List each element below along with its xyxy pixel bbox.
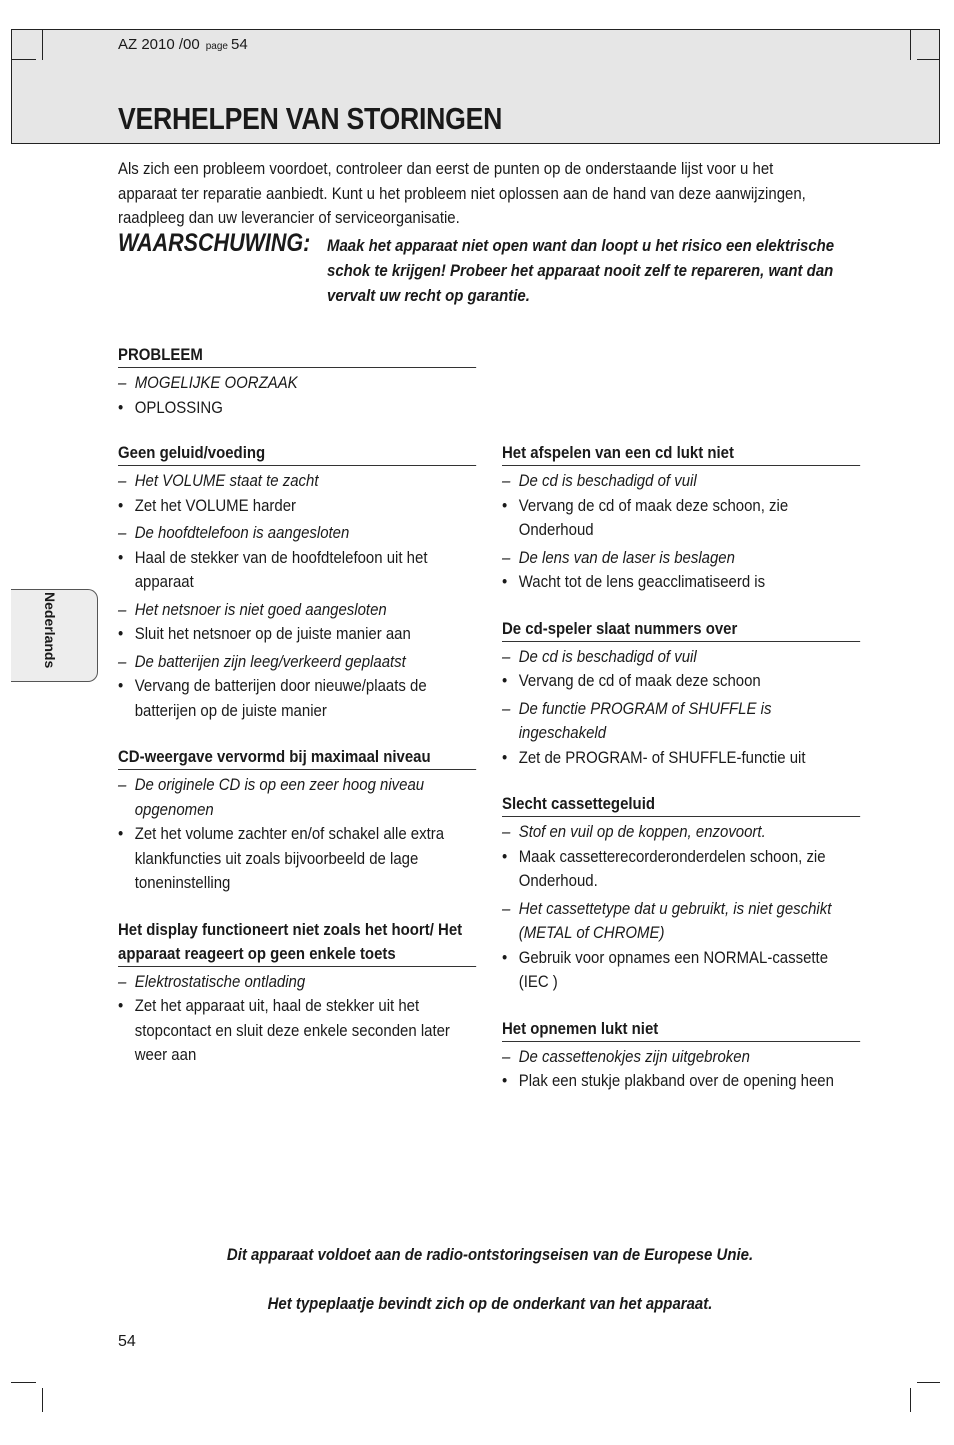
dash-mark: – xyxy=(502,822,511,841)
bullet-mark: • xyxy=(502,846,508,866)
bullet-mark: • xyxy=(118,676,124,695)
language-tab-label: Nederlands xyxy=(42,592,58,669)
legend-cause-text: MOGELIJKE OORZAAK xyxy=(134,373,298,392)
dash-mark: – xyxy=(118,775,127,794)
document-reference xyxy=(118,36,248,53)
solution-text: Haal de stekker van de hoofdtelefoon uit het apparaat xyxy=(134,547,428,591)
solution-text: Maak cassetterecorderonderdelen schoon, zie Onderhoud. xyxy=(518,846,826,890)
bullet-mark: • xyxy=(502,1071,508,1090)
solution-text: Zet het apparaat uit, haal de stekker uit het stopcontact en sluit deze enkele seconden later weer aan xyxy=(134,996,450,1064)
legend-title: PROBLEEM xyxy=(118,343,476,368)
right-column xyxy=(502,441,860,1116)
problem-section xyxy=(502,441,860,595)
cause-line xyxy=(502,820,860,845)
solution-line xyxy=(118,822,476,896)
crop-mark xyxy=(910,29,911,60)
cause-line xyxy=(118,469,476,494)
solution-line xyxy=(118,546,476,595)
solution-text: Zet het VOLUME harder xyxy=(134,495,297,515)
legend-solution-text: OPLOSSING xyxy=(134,397,223,417)
problem-title: Geen geluid/voeding xyxy=(118,441,476,466)
bullet-mark: • xyxy=(118,397,124,417)
problem-section xyxy=(118,918,476,1068)
problem-title: Het afspelen van een cd lukt niet xyxy=(502,441,860,466)
solution-line xyxy=(118,994,476,1068)
crop-mark xyxy=(910,1388,911,1412)
solution-text: Plak een stukje plakband over de opening heen xyxy=(518,1071,834,1090)
cause-text: Het cassettetype dat u gebruikt, is niet geschikt (METAL of CHROME) xyxy=(518,898,832,942)
solution-line xyxy=(502,669,860,694)
cause-text: Het VOLUME staat te zacht xyxy=(134,471,319,490)
dash-mark: – xyxy=(502,898,511,918)
crop-mark xyxy=(917,59,940,60)
crop-mark xyxy=(11,1382,36,1383)
cause-line xyxy=(502,645,860,670)
problem-section xyxy=(118,441,476,723)
cause-text: De hoofdtelefoon is aangesloten xyxy=(134,523,350,542)
solution-text: Vervang de cd of maak deze schoon, zie Onderhoud xyxy=(518,495,789,539)
problem-section xyxy=(502,792,860,995)
cause-line xyxy=(502,469,860,494)
problem-section xyxy=(118,745,476,896)
cause-text: Stof en vuil op de koppen, enzovoort. xyxy=(518,822,766,841)
dash-mark: – xyxy=(118,651,127,671)
compliance-note: Dit apparaat voldoet aan de radio-ontstoringseisen van de Europese Unie. xyxy=(226,1245,754,1264)
solution-line xyxy=(118,622,476,647)
page-word: page xyxy=(205,41,228,52)
dash-mark: – xyxy=(118,599,127,619)
bullet-mark: • xyxy=(502,671,508,690)
legend-cause xyxy=(118,371,476,396)
cause-line xyxy=(118,521,476,546)
warning-text: Maak het apparaat niet open want dan loopt u het risico een elektrische schok te krijgen! Probeer het apparaat nooit zelf te repareren, want dan vervalt uw recht op garantie. xyxy=(327,236,835,305)
dash-mark: – xyxy=(118,971,127,991)
dash-mark: – xyxy=(502,698,511,718)
solution-text: Zet de PROGRAM- of SHUFFLE-functie uit xyxy=(518,747,806,767)
solution-text: Zet het volume zachter en/of schakel alle extra klankfuncties uit zoals bijvoorbeeld de lage toneninstelling xyxy=(134,824,445,892)
dash-mark: – xyxy=(502,471,511,490)
solution-line xyxy=(502,494,860,543)
solution-line xyxy=(502,746,860,771)
problem-title: Slecht cassettegeluid xyxy=(502,792,860,817)
cause-line xyxy=(118,970,476,995)
bullet-mark: • xyxy=(118,824,124,843)
dash-mark: – xyxy=(502,547,511,567)
bullet-mark: • xyxy=(118,624,124,643)
legend xyxy=(118,343,476,420)
cause-text: De batterijen zijn leeg/verkeerd geplaatst xyxy=(134,651,406,671)
bullet-mark: • xyxy=(118,547,124,567)
bullet-mark: • xyxy=(502,747,508,767)
crop-mark xyxy=(42,1388,43,1412)
cause-line xyxy=(502,1045,860,1070)
solution-line xyxy=(118,674,476,723)
problem-title: Het display functioneert niet zoals het hoort/ Het apparaat reageert op geen enkele toets xyxy=(118,918,476,967)
problem-section xyxy=(502,1017,860,1094)
cause-text: Elektrostatische ontlading xyxy=(134,971,306,991)
legend-solution xyxy=(118,396,476,421)
typeplate-note: Het typeplaatje bevindt zich op de onderkant van het apparaat. xyxy=(267,1294,713,1313)
cause-line xyxy=(118,773,476,822)
solution-line xyxy=(502,946,860,995)
bullet-mark: • xyxy=(502,495,508,515)
solution-line xyxy=(502,570,860,595)
solution-text: Wacht tot de lens geacclimatiseerd is xyxy=(518,572,766,591)
dash-mark: – xyxy=(502,1046,511,1066)
bullet-mark: • xyxy=(118,495,124,515)
cause-line xyxy=(118,650,476,675)
solution-text: Gebruik voor opnames een NORMAL-cassette (IEC ) xyxy=(518,947,829,991)
dash-mark: – xyxy=(118,373,127,392)
cause-text: De cd is beschadigd of vuil xyxy=(518,646,697,666)
cause-line xyxy=(118,598,476,623)
cause-line xyxy=(502,897,860,946)
crop-mark xyxy=(42,29,43,60)
problem-title: CD-weergave vervormd bij maximaal niveau xyxy=(118,745,476,770)
dash-mark: – xyxy=(502,646,511,666)
left-column xyxy=(118,441,476,1090)
page-title: VERHELPEN VAN STORINGEN xyxy=(118,101,503,136)
dash-mark: – xyxy=(118,523,127,542)
solution-line xyxy=(502,845,860,894)
page-number: 54 xyxy=(118,1333,136,1350)
cause-text: De cassettenokjes zijn uitgebroken xyxy=(518,1046,750,1066)
warning-label: WAARSCHUWING: xyxy=(118,229,311,257)
cause-line xyxy=(502,546,860,571)
solution-text: Sluit het netsnoer op de juiste manier aan xyxy=(134,624,411,643)
bullet-mark: • xyxy=(502,572,508,591)
solution-line xyxy=(502,1069,860,1094)
intro-paragraph: Als zich een probleem voordoet, controleer dan eerst de punten op de onderstaande lijst voor u het apparaat ter reparatie aanbiedt. Kunt u het probleem niet oplossen aan de hand van deze aanwijzingen, raadpleeg dan uw leverancier of serviceorganisatie. xyxy=(118,159,806,227)
model-number: AZ 2010 /00 xyxy=(118,36,200,53)
solution-line xyxy=(118,494,476,519)
cause-text: De cd is beschadigd of vuil xyxy=(518,471,697,490)
cause-text: Het netsnoer is niet goed aangesloten xyxy=(134,599,387,619)
bullet-mark: • xyxy=(502,947,508,967)
problem-title: Het opnemen lukt niet xyxy=(502,1017,860,1042)
problem-section xyxy=(502,617,860,771)
cause-line xyxy=(502,697,860,746)
page-ref: 54 xyxy=(230,36,248,53)
crop-mark xyxy=(11,59,36,60)
solution-text: Vervang de batterijen door nieuwe/plaats de batterijen op de juiste manier xyxy=(134,676,427,720)
cause-text: De originele CD is op een zeer hoog niveau opgenomen xyxy=(134,775,425,819)
crop-mark xyxy=(917,1382,940,1383)
dash-mark: – xyxy=(118,471,127,490)
solution-text: Vervang de cd of maak deze schoon xyxy=(518,671,761,690)
problem-title: De cd-speler slaat nummers over xyxy=(502,617,860,642)
cause-text: De functie PROGRAM of SHUFFLE is ingeschakeld xyxy=(518,698,772,742)
bullet-mark: • xyxy=(118,996,124,1015)
cause-text: De lens van de laser is beslagen xyxy=(518,547,735,567)
